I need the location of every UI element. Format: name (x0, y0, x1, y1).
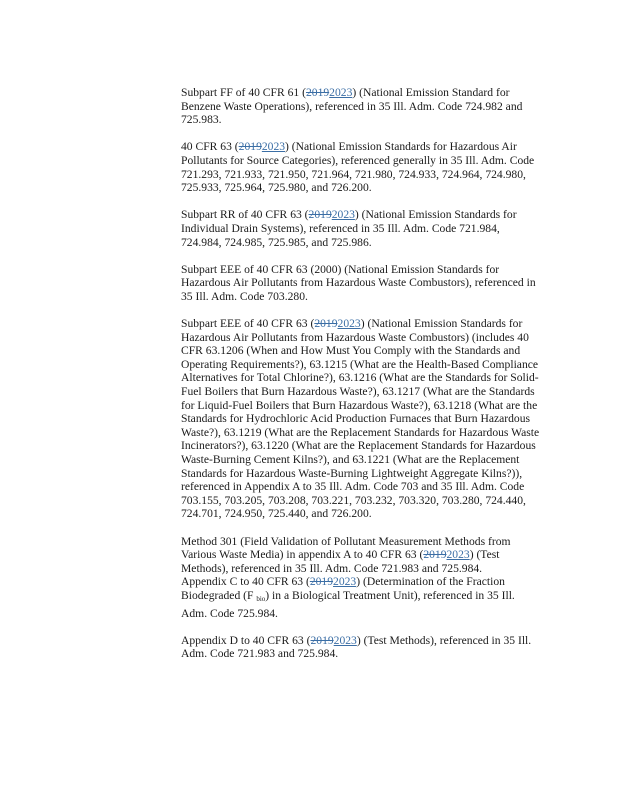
paragraph-text: Subpart EEE of 40 CFR 63 (2000) (National Emission Standards for Hazardous Air Pollutants from Hazardous Waste Combustors), referenced in 35 Ill. Adm. Code 703.280. (181, 262, 536, 303)
inserted-year: 2023 (331, 208, 355, 222)
paragraph-text: ) (National Emission Standard for Benzene Waste Operations), referenced in 35 Ill. Adm. Code 724.982 and 725.983. (181, 86, 523, 127)
inserted-year: 2023 (261, 140, 286, 154)
paragraph-text: ) (Test Methods), referenced in 35 Ill. Adm. Code 721.983 and 725.984. (181, 633, 532, 661)
deleted-year: 2019 (314, 317, 338, 331)
document-body (181, 86, 543, 675)
inserted-year: 2023 (333, 575, 357, 589)
paragraph-text: ) (National Emission Standards for Individual Drain Systems), referenced in 35 Ill. Adm. Code 721.984, 724.984, 724.985, 725.985, and 725.986. (181, 208, 517, 249)
subscript-text: bio (256, 594, 266, 603)
citation-paragraph (181, 86, 543, 127)
paragraph-text: Subpart EEE of 40 CFR 63 ( (181, 317, 315, 331)
paragraph-text: ) (Determination of the Fraction Biodegraded (F (181, 575, 505, 602)
paragraph-text: Appendix C to 40 CFR 63 ( (181, 575, 310, 589)
paragraph-text: Method 301 (Field Validation of Pollutant Measurement Methods from Various Waste Media) in appendix A to 40 CFR 63 ( (181, 534, 511, 562)
paragraph-text: Subpart FF of 40 CFR 61 ( (181, 86, 306, 99)
paragraph-text: Subpart RR of 40 CFR 63 ( (181, 208, 309, 222)
inserted-year: 2023 (446, 548, 470, 562)
deleted-year: 2019 (305, 86, 330, 99)
paragraph-text: 40 CFR 63 ( (181, 140, 239, 154)
paragraph-text: ) (Test Methods), referenced in 35 Ill. Adm. Code 721.983 and 725.984. (181, 548, 500, 575)
deleted-year: 2019 (423, 548, 447, 562)
citation-paragraph (181, 140, 543, 194)
citation-paragraph (181, 535, 543, 621)
paragraph-text: ) in a Biological Treatment Unit), referenced in 35 Ill. Adm. Code 725.984. (181, 588, 515, 620)
citation-paragraph (181, 263, 543, 304)
deleted-year: 2019 (310, 633, 334, 647)
citation-paragraph (181, 317, 543, 521)
deleted-year: 2019 (238, 140, 262, 154)
deleted-year: 2019 (309, 575, 334, 589)
deleted-year: 2019 (308, 208, 332, 222)
inserted-year: 2023 (329, 86, 353, 99)
citation-paragraph (181, 208, 543, 249)
inserted-year: 2023 (337, 317, 361, 331)
paragraph-text: ) (National Emission Standards for Hazardous Air Pollutants from Hazardous Waste Combustors) (includes 40 CFR 63.1206 (When and How Must You Comply with the Standards and Operating Requirements?), 63.1215 (What are the Health-Based Compliance Alternatives for Total Chlorine?), 63.1216 (What are the Standards for Solid-Fuel Boilers that Burn Hazardous Waste?), 63.1217 (What are the Standards for Liquid-Fuel Boilers that Burn Hazardous Waste?), 63.1218 (What are the Standards for Hydrochloric Acid Production Furnaces that Burn Hazardous Waste?), 63.1219 (What are the Replacement Standards for Hazardous Waste Incinerators?), 63.1220 (What are the Replacement Standards for Hazardous Waste-Burning Cement Kilns?), and 63.1221 (What are the Replacement Standards for Hazardous Waste-Burning Lightweight Aggregate Kilns?)), referenced in Appendix A to 35 Ill. Adm. Code 703 and 35 Ill. Adm. Code 703.155, 703.205, 703.208, 703.221, 703.232, 703.320, 703.280, 724.440, 724.701, 724.950, 725.440, and 726.200. (181, 317, 540, 521)
paragraph-text: ) (National Emission Standards for Hazardous Air Pollutants for Source Categories), referenced generally in 35 Ill. Adm. Code 721.293, 721.933, 721.950, 721.964, 721.980, 724.933, 724.964, 724.980, 725.933, 725.964, 725.980, and 726.200. (181, 140, 535, 195)
paragraph-text: Appendix D to 40 CFR 63 ( (181, 633, 311, 647)
citation-paragraph (181, 634, 543, 661)
inserted-year: 2023 (333, 633, 357, 647)
